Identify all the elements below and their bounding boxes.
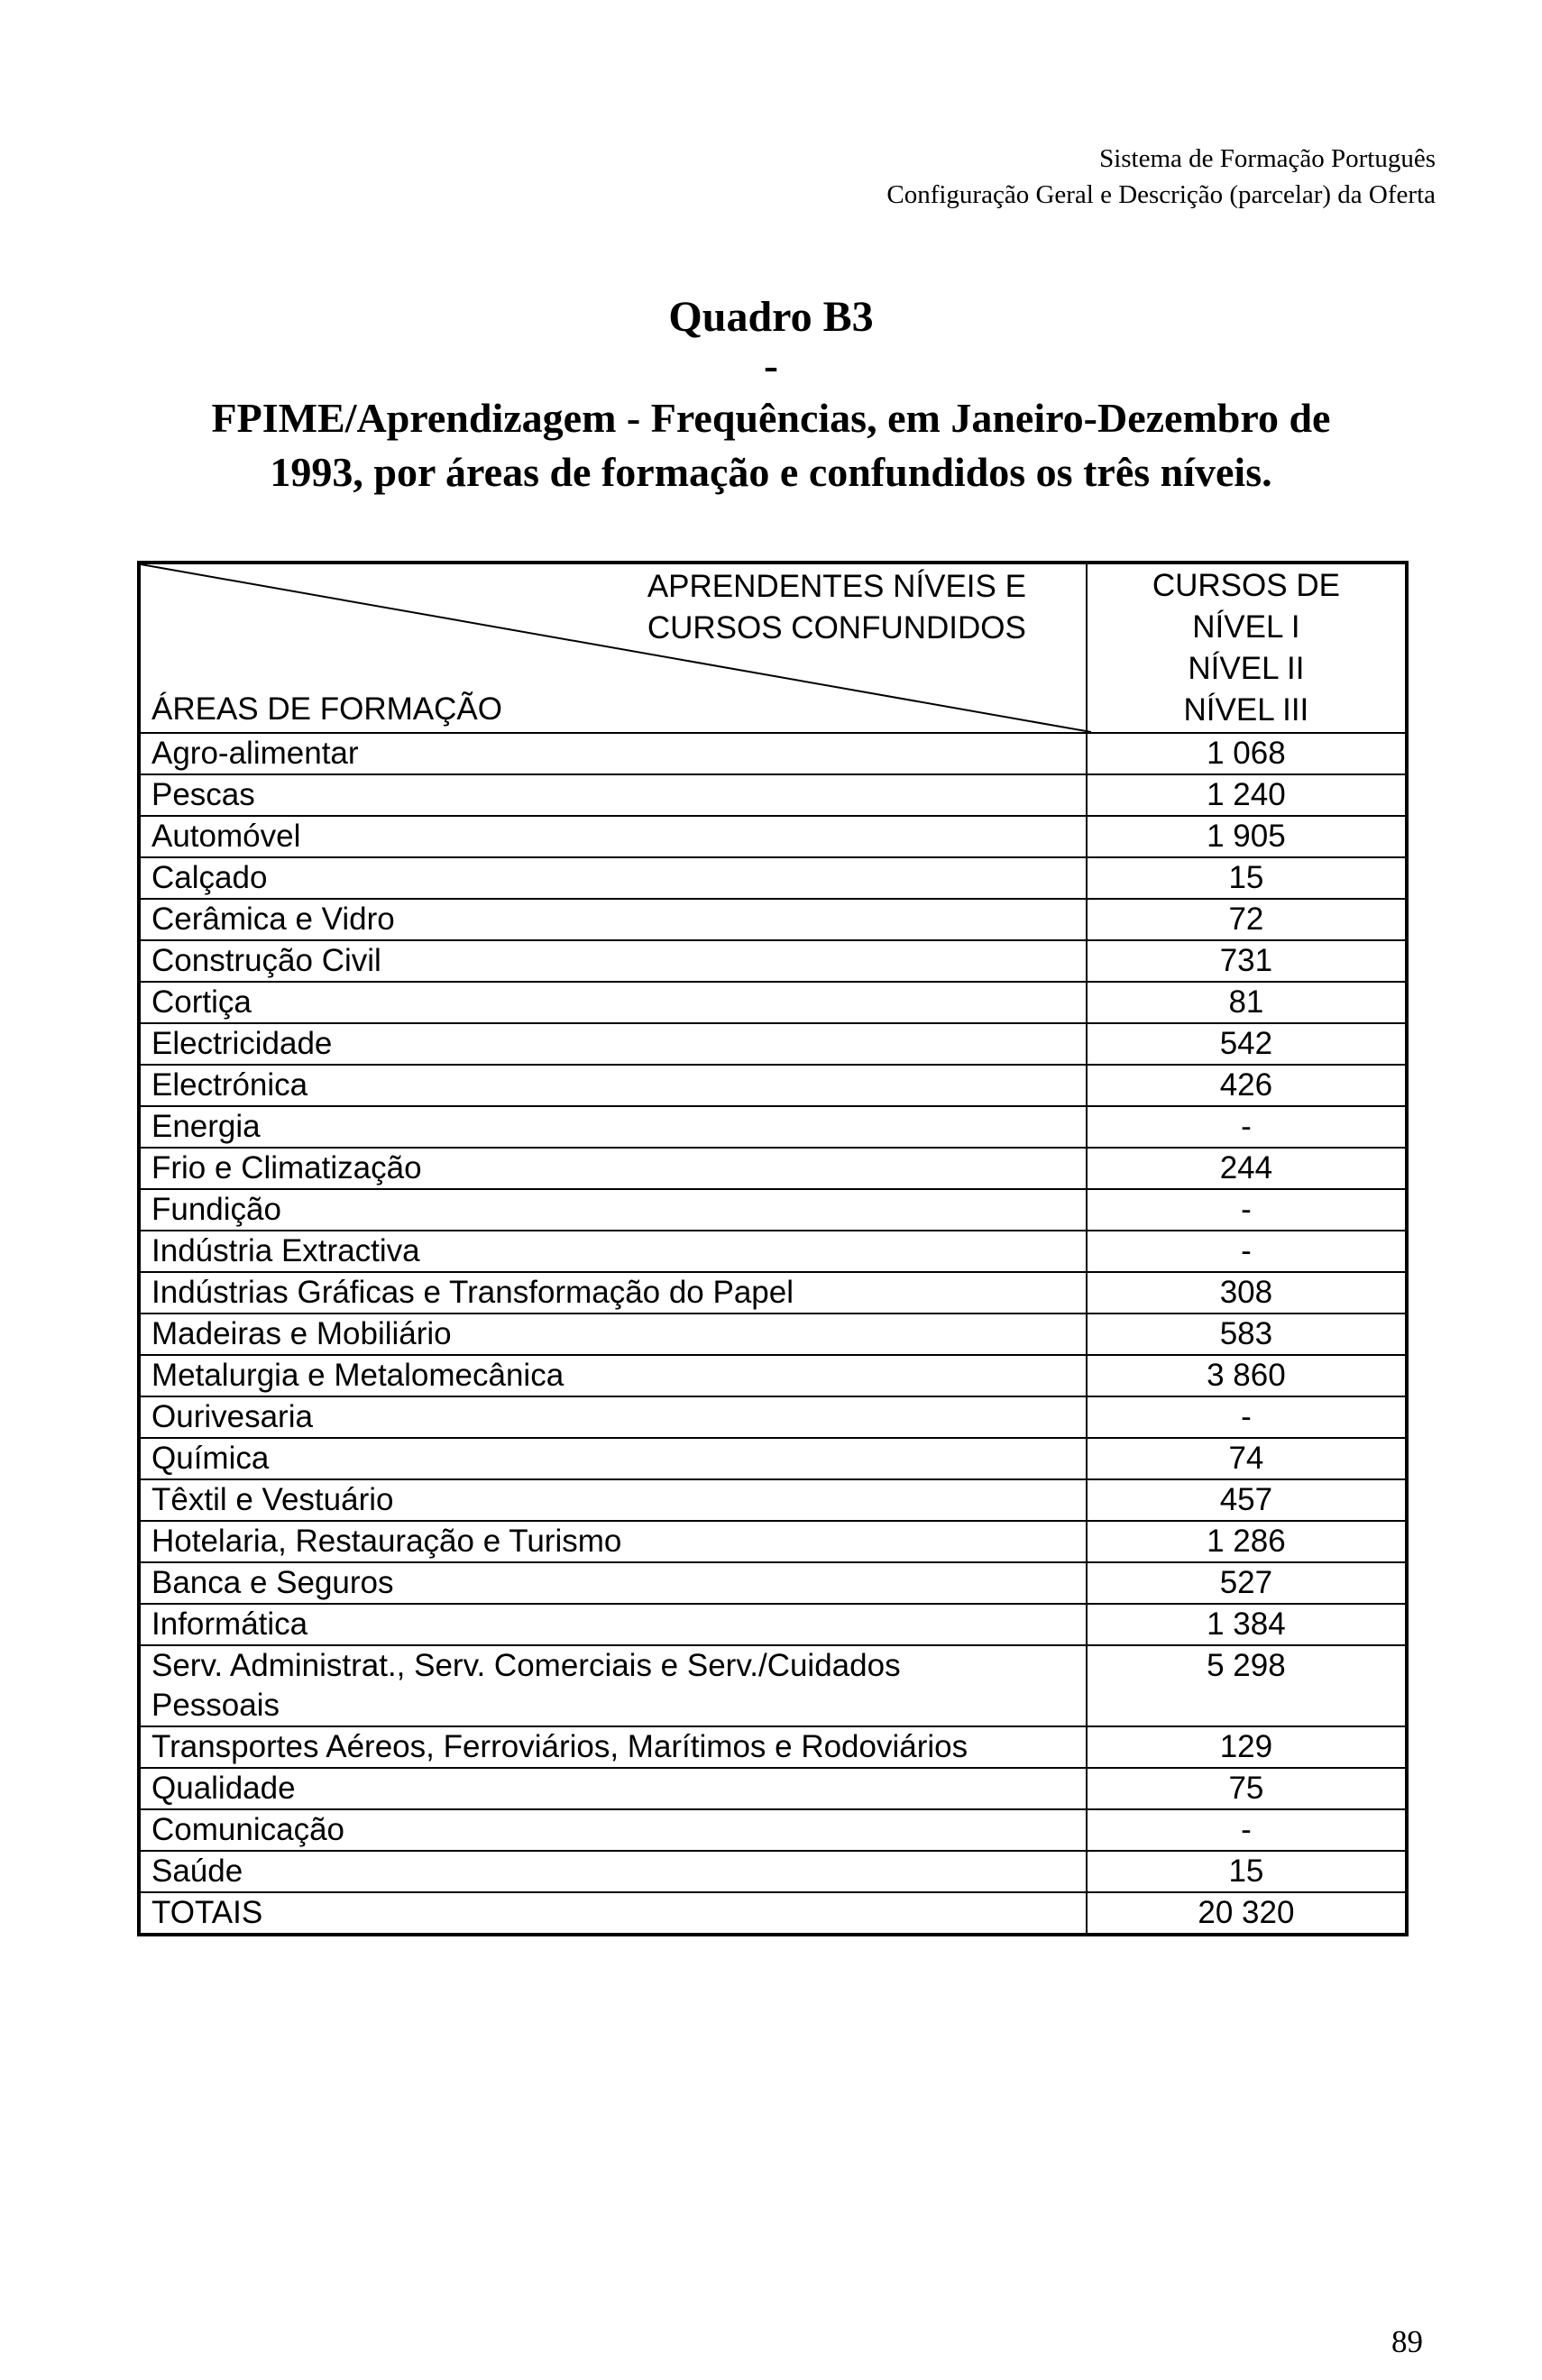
area-cell: Banca e Seguros [139, 1562, 1087, 1604]
table-row [139, 1355, 1407, 1396]
table-row [139, 1521, 1407, 1562]
value-cell: 731 [1087, 940, 1407, 982]
table-row [139, 1065, 1407, 1106]
area-cell: Saúde [139, 1851, 1087, 1892]
value-cell: - [1087, 1231, 1407, 1272]
value-cell: 15 [1087, 857, 1407, 899]
title-dash: - [764, 342, 778, 389]
area-cell: Frio e Climatização [139, 1148, 1087, 1189]
table-row [139, 1479, 1407, 1521]
value-cell: 426 [1087, 1065, 1407, 1106]
area-label: Serv. Administrat., Serv. Comerciais e Serv./Cuidados [151, 1648, 901, 1683]
table-row [139, 816, 1407, 857]
diagonal-bottom-label: ÁREAS DE FORMAÇÃO [151, 691, 502, 727]
totals-label: TOTAIS [139, 1892, 1087, 1935]
header-line-1: Sistema de Formação Português [1099, 144, 1436, 173]
table-row [139, 1148, 1407, 1189]
table-row [139, 1604, 1407, 1645]
area-cell: Química [139, 1438, 1087, 1479]
area-cell: Madeiras e Mobiliário [139, 1314, 1087, 1355]
totals-row [139, 1892, 1407, 1935]
value-cell: - [1087, 1396, 1407, 1438]
area-cell [139, 1645, 1087, 1726]
area-cell: Ourivesaria [139, 1396, 1087, 1438]
value-cell: 583 [1087, 1314, 1407, 1355]
table-row [139, 1645, 1407, 1726]
value-cell: 1 240 [1087, 774, 1407, 816]
table-row [139, 1562, 1407, 1604]
table-row [139, 982, 1407, 1023]
value-cell: - [1087, 1189, 1407, 1231]
value-cell: 5 298 [1087, 1645, 1407, 1726]
quadro-label: Quadro B3 [668, 293, 874, 341]
value-cell: 244 [1087, 1148, 1407, 1189]
value-cell: - [1087, 1106, 1407, 1148]
area-cell: Cerâmica e Vidro [139, 899, 1087, 940]
area-cell: Transportes Aéreos, Ferroviários, Marítimos e Rodoviários [139, 1726, 1087, 1768]
area-label-continued: Pessoais [151, 1688, 280, 1723]
table-row [139, 1809, 1407, 1851]
value-cell: 308 [1087, 1272, 1407, 1314]
table-row [139, 899, 1407, 940]
area-cell: Fundição [139, 1189, 1087, 1231]
value-cell: 1 068 [1087, 733, 1407, 774]
totals-value: 20 320 [1087, 1892, 1407, 1935]
value-cell: 1 286 [1087, 1521, 1407, 1562]
table-header-row [139, 563, 1407, 733]
title-line-1: FPIME/Aprendizagem - Frequências, em Janeiro-Dezembro de [211, 395, 1331, 441]
area-cell: Electrónica [139, 1065, 1087, 1106]
value-cell: 129 [1087, 1726, 1407, 1768]
table-row [139, 1189, 1407, 1231]
table-row [139, 1438, 1407, 1479]
value-cell: 1 905 [1087, 816, 1407, 857]
frequency-table [137, 561, 1409, 1936]
value-cell: 527 [1087, 1562, 1407, 1604]
area-cell: Comunicação [139, 1809, 1087, 1851]
table-row [139, 940, 1407, 982]
value-cell: 15 [1087, 1851, 1407, 1892]
value-cell: 457 [1087, 1479, 1407, 1521]
table-row [139, 774, 1407, 816]
area-cell: Automóvel [139, 816, 1087, 857]
table-title [0, 290, 1542, 499]
table-row [139, 1314, 1407, 1355]
area-cell: Hotelaria, Restauração e Turismo [139, 1521, 1087, 1562]
table-row [139, 1768, 1407, 1809]
area-cell: Informática [139, 1604, 1087, 1645]
column-header-cursos: CURSOS DE NÍVEL I NÍVEL II NÍVEL III [1087, 563, 1407, 733]
table-row [139, 1231, 1407, 1272]
area-cell: Pescas [139, 774, 1087, 816]
table-row [139, 1726, 1407, 1768]
area-cell: Energia [139, 1106, 1087, 1148]
area-cell: Metalurgia e Metalomecânica [139, 1355, 1087, 1396]
area-cell: Indústrias Gráficas e Transformação do Papel [139, 1272, 1087, 1314]
value-cell: 81 [1087, 982, 1407, 1023]
table-row [139, 1851, 1407, 1892]
table-row [139, 1396, 1407, 1438]
table-row [139, 733, 1407, 774]
area-cell: Calçado [139, 857, 1087, 899]
value-cell: 72 [1087, 899, 1407, 940]
area-cell: Têxtil e Vestuário [139, 1479, 1087, 1521]
header-line-2: Configuração Geral e Descrição (parcelar) da Oferta [886, 180, 1436, 209]
value-cell: 75 [1087, 1768, 1407, 1809]
area-cell: Construção Civil [139, 940, 1087, 982]
area-cell: Indústria Extractiva [139, 1231, 1087, 1272]
running-header [886, 141, 1436, 213]
table-row [139, 1023, 1407, 1065]
value-cell: 74 [1087, 1438, 1407, 1479]
table-row [139, 1106, 1407, 1148]
diagonal-top-label: APRENDENTES NÍVEIS E CURSOS CONFUNDIDOS [647, 569, 1026, 645]
area-cell: Electricidade [139, 1023, 1087, 1065]
area-cell: Cortiça [139, 982, 1087, 1023]
page-number: 89 [1391, 2324, 1423, 2359]
area-cell: Qualidade [139, 1768, 1087, 1809]
title-line-2: 1993, por áreas de formação e confundidos os três níveis. [270, 449, 1272, 495]
value-cell: 542 [1087, 1023, 1407, 1065]
area-cell: Agro-alimentar [139, 733, 1087, 774]
value-cell: 3 860 [1087, 1355, 1407, 1396]
table-row [139, 857, 1407, 899]
value-cell: 1 384 [1087, 1604, 1407, 1645]
diagonal-header-cell [139, 563, 1087, 733]
value-cell: - [1087, 1809, 1407, 1851]
table-row [139, 1272, 1407, 1314]
